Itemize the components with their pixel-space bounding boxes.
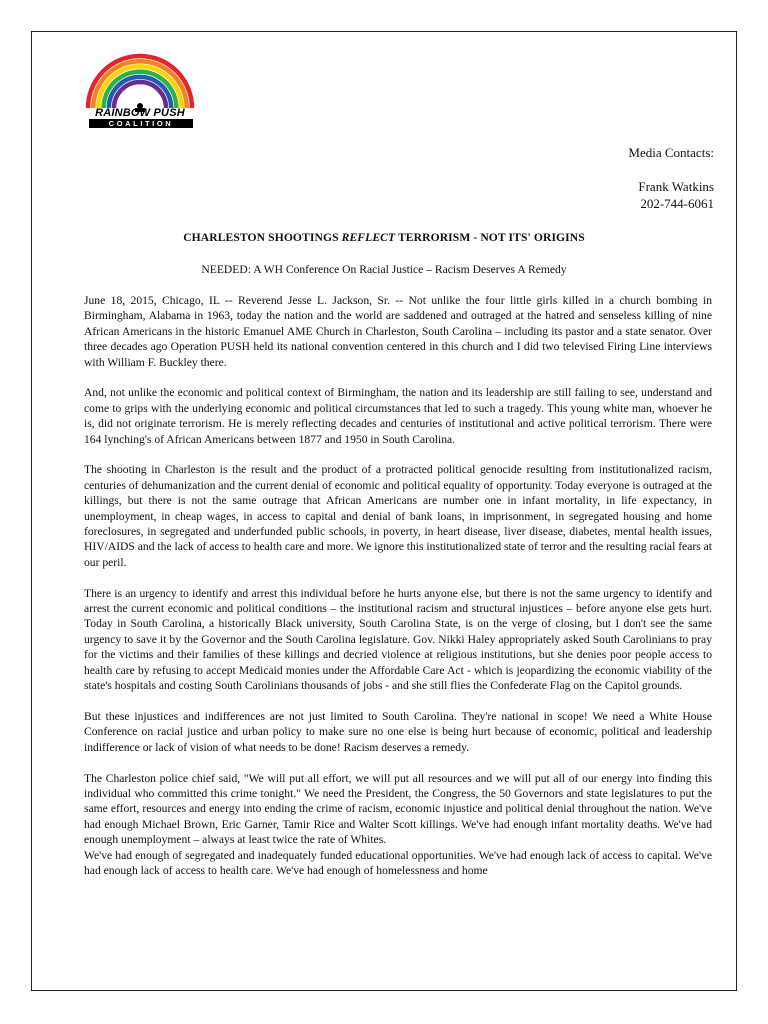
- paragraph: The shooting in Charleston is the result and the product of a protracted political genocide resulting from institutionalized racism, centuries of dehumanization and the current denial of economic and political equality of opportunity. Today everyone is outraged at the killings, but there is not the same outrage that African Americans are number one in infant mortality, in life expectancy, in unemployment, in cheap wages, in access to capital and denial of bank loans, in imprisonment, in segregated housing and home foreclosures, in segregated and underfunded public schools, in poverty, in heart disease, liver disease, diabetes, mental health issues, HIV/AIDS and the lack of access to health care and more. We ignore this institutionalized state of terror and the resulting racial fears at our peril.: [84, 463, 712, 569]
- document-page: [31, 31, 737, 991]
- headline-emphasis: REFLECT: [341, 231, 396, 244]
- rainbow-push-logo: [84, 52, 196, 128]
- headline-pre: CHARLESTON SHOOTINGS: [183, 231, 342, 244]
- contacts-heading: Media Contacts:: [628, 145, 714, 160]
- press-release-headline: [32, 231, 736, 244]
- paragraph: The Charleston police chief said, "We will put all effort, we will put all resources and we will put all of our energy into finding this individual who committed this crime tonight." We need the President, the Congress, the 50 Governors and state legislatures to put the same effort, resources and energy into ending the crime of racism, economic injustice and political denial throughout the nation. We've had enough Michael Brown, Eric Garner, Tamir Rice and Walter Scott killings. We've had enough infant mortality deaths. We've had enough unemployment – always at least twice the rate of Whites.: [84, 771, 712, 847]
- paragraph: There is an urgency to identify and arrest this individual before he hurts anyone else, but there is not the same urgency to identify and arrest the current economic and political conditions – the institutional racism and structural injustices – before anyone else gets hurt. Today in South Carolina, a historically Black university, South Carolina State, is on the verge of closing, but I don't see the same urgency to save it by the Governor and the South Carolina legislature. Gov. Nikki Haley appropriately asked South Carolinians to pray for the victims and their families of these killings and decried violence at religious institutions, but she denies poor people access to health care by refusing to accept Medicaid monies under the Affordable Care Act - which is jeopardizing the economic viability of the state's hospitals and costing South Carolinians thousands of jobs - and she still flies the Confederate Flag on the Capitol grounds.: [84, 586, 712, 693]
- contact-name: Frank Watkins: [638, 179, 714, 194]
- press-release-body: [84, 293, 712, 894]
- paragraph: And, not unlike the economic and political context of Birmingham, the nation and its leadership are still failing to see, understand and come to grips with the underlying economic and political circumstances that led to such a tragedy. This young white man, whoever he is, did not originate terrorism. He is merely reflecting decades and centuries of institutional and active political terrorism. There were 164 lynching's of African Americans between 1877 and 1950 in South Carolina.: [84, 386, 712, 446]
- logo-subtitle: COALITION: [89, 119, 193, 128]
- paragraph: We've had enough of segregated and inadequately funded educational opportunities. We've had enough lack of access to capital. We've had enough lack of access to health care. We've had enough of homelessness and home: [84, 848, 712, 877]
- contact-phone: 202-744-6061: [640, 196, 714, 211]
- media-contacts: [628, 144, 714, 212]
- paragraph: But these injustices and indifferences are not just limited to South Carolina. They're national in scope! We need a White House Conference on racial justice and urban policy to make sure no one else is being hurt because of economic, political and leadership indifference or lack of vision of what needs to be done! Racism deserves a remedy.: [84, 709, 712, 754]
- paragraph: June 18, 2015, Chicago, IL -- Reverend Jesse L. Jackson, Sr. -- Not unlike the four little girls killed in a church bombing in Birmingham, Alabama in 1963, today the nation and the world are saddened and outraged at the hatred and senseless killing of nine African Americans in the historic Emanuel AME Church in Charleston, South Carolina – including its pastor and a state senator. Over three decades ago Operation PUSH held its national convention centered in this church and I did two televised Firing Line interviews with William F. Buckley there.: [84, 294, 712, 369]
- headline-post: TERRORISM - NOT ITS' ORIGINS: [395, 231, 585, 244]
- press-release-subhead: NEEDED: A WH Conference On Racial Justice – Racism Deserves A Remedy: [201, 263, 567, 276]
- logo-wordmark: RAINBOW PUSH: [95, 107, 185, 119]
- rainbow-arc-icon: [84, 52, 196, 112]
